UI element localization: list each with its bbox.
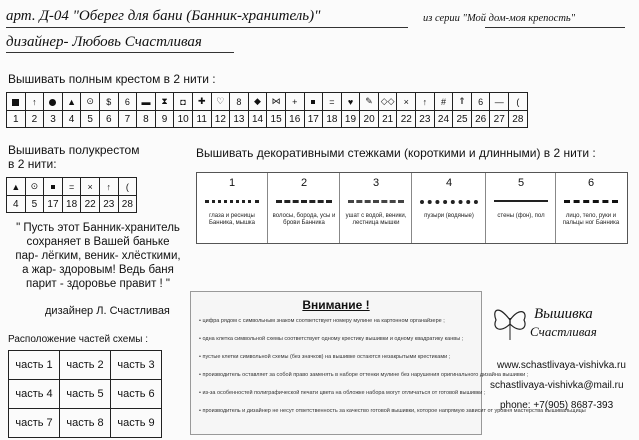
bullet-icon: •: [199, 318, 203, 324]
parts-heading: Расположение частей схемы :: [8, 334, 148, 345]
stitch-sample-line: [276, 200, 332, 203]
thread-number: 26: [471, 111, 490, 128]
thread-number: 15: [267, 111, 286, 128]
notice-bullet: [199, 336, 473, 342]
notice-title: Внимание !: [302, 298, 370, 312]
thread-number: 17: [44, 196, 63, 213]
designer-underline: [6, 52, 234, 53]
stitch-number: 5: [517, 177, 525, 189]
thread-number: 4: [7, 196, 26, 213]
thread-number: 17: [304, 111, 323, 128]
thread-number: 16: [285, 111, 304, 128]
notice-bullet-text: производитель оставляет за собой право заменять в наборе оттенки мулине без нарушения оригинального дизайна вышивки ;: [202, 372, 529, 378]
decorative-stitch-6: [555, 173, 626, 243]
parenthesis-icon: (: [509, 93, 528, 111]
stitch-number: 2: [300, 177, 308, 189]
title-underline: [6, 27, 408, 28]
hourglass-icon: ⧗: [155, 93, 174, 111]
stitch-number: 1: [228, 177, 236, 189]
thread-number: 10: [174, 111, 193, 128]
butterfly-logo-icon: [490, 300, 530, 344]
stitch-caption: стены (фон), пол: [497, 213, 545, 219]
full-cross-symbol-table: [6, 92, 528, 128]
decorative-stitch-5: [485, 173, 556, 243]
stitch-sample-line: [494, 200, 548, 202]
script-6-icon: 6: [118, 93, 137, 111]
thread-number: 5: [25, 196, 44, 213]
equals-icon: =: [62, 178, 81, 196]
email-link[interactable]: schastlivaya-vishivka@mail.ru: [490, 380, 624, 391]
thread-number: 7: [118, 111, 137, 128]
designer-line: дизайнер- Любовь Счастливая: [6, 34, 202, 50]
stitch-number: 4: [445, 177, 453, 189]
article-title: арт. Д-04 "Оберег для бани (Банник-хранитель)": [6, 8, 321, 24]
thread-number: 12: [211, 111, 230, 128]
half-cross-symbol-table: [6, 177, 137, 213]
bullet-icon: •: [199, 354, 203, 360]
thread-number: 19: [341, 111, 360, 128]
thread-number: 14: [248, 111, 267, 128]
thread-number: 1: [7, 111, 26, 128]
filled-triangle-icon: ▲: [62, 93, 81, 111]
quote-block: [8, 221, 188, 291]
series-underline: [485, 27, 625, 28]
stitch-number: 3: [372, 177, 380, 189]
small-square-icon: [44, 178, 63, 196]
thread-number: 28: [509, 111, 528, 128]
quote-line: сохраняет в Вашей баньке: [26, 236, 170, 248]
logo-text-2: Счастливая: [530, 324, 597, 339]
bullet-icon: •: [199, 336, 203, 342]
bold-plus-icon: ✚: [192, 93, 211, 111]
stitch-caption: лицо, тело, руки и пальцы ног Банника: [562, 213, 620, 226]
part-cell: часть 4: [9, 380, 60, 409]
decorative-stitch-1: [197, 173, 267, 243]
cross-icon: ×: [397, 93, 416, 111]
diamonds-icon: ◇◇: [378, 93, 397, 111]
filled-square-icon: [7, 93, 26, 111]
notice-bullet: [199, 390, 486, 396]
thread-number: 25: [453, 111, 472, 128]
half-cross-heading-2: в 2 нити:: [8, 157, 57, 171]
decorative-stitch-2: [267, 173, 340, 243]
notice-bullet-text: из-за особенностей полиграфической печати цвета на обложке набора могут отличаться от готовой вышивки ;: [202, 390, 486, 396]
thread-number: 23: [416, 111, 435, 128]
thread-number: 5: [81, 111, 100, 128]
script-8-icon: 8: [230, 93, 249, 111]
thread-number: 18: [323, 111, 342, 128]
part-cell: часть 5: [60, 380, 111, 409]
thread-number: 24: [434, 111, 453, 128]
up-arrow-icon: ↑: [25, 93, 44, 111]
cross-icon: ×: [81, 178, 100, 196]
script-6-icon: 6: [471, 93, 490, 111]
equals-icon: =: [323, 93, 342, 111]
bullet-icon: •: [199, 390, 203, 396]
quote-line: пар- лёгким, веник- хлёсткими,: [15, 250, 181, 262]
filled-circle-icon: [44, 93, 63, 111]
bowtie-icon: ⋈: [267, 93, 286, 111]
part-cell: часть 8: [60, 409, 111, 438]
parts-layout-table: [8, 350, 162, 438]
part-cell: часть 9: [111, 409, 162, 438]
website-link[interactable]: www.schastlivaya-vishivka.ru: [497, 360, 626, 371]
decorative-stitch-table: [196, 172, 628, 244]
notice-bullet-text: производитель и дизайнер не несут ответственность за качество готовой вышивки, которое напрямую зависит от уровня мастерства вышивальщицы: [202, 408, 586, 414]
notice-bullet: [199, 372, 529, 378]
thread-number: 22: [397, 111, 416, 128]
phone-number: phone: +7(905) 8687-393: [500, 400, 614, 411]
thread-number: 27: [490, 111, 509, 128]
stitch-sample-line: [564, 200, 618, 203]
notice-bullet-text: цифра рядом с символьным знаком соответствует номеру мулине на картонном органайзере ;: [202, 318, 445, 324]
plus-icon: +: [285, 93, 304, 111]
part-cell: часть 1: [9, 351, 60, 380]
thread-number: 11: [192, 111, 211, 128]
thread-number: 18: [62, 196, 81, 213]
quote-line: парит - здоровье правит ! ": [25, 278, 171, 290]
part-cell: часть 7: [9, 409, 60, 438]
filled-heart-icon: ♥: [341, 93, 360, 111]
brand-logo: [490, 300, 630, 350]
part-cell: часть 3: [111, 351, 162, 380]
hash-icon: #: [434, 93, 453, 111]
logo-text-1: Вышивка: [534, 306, 593, 322]
thread-number: 20: [360, 111, 379, 128]
dollar-icon: $: [99, 93, 118, 111]
stitch-caption: пузыри (водяные): [424, 213, 474, 219]
pencil-icon: ✎: [360, 93, 379, 111]
thread-number: 22: [81, 196, 100, 213]
stitch-number: 6: [587, 177, 595, 189]
parenthesis-icon: (: [118, 178, 137, 196]
bar-icon: ▬: [137, 93, 156, 111]
thin-up-arrow-icon: ↑: [99, 178, 118, 196]
small-square-icon: [304, 93, 323, 111]
full-cross-heading: Вышивать полным крестом в 2 нити :: [8, 72, 216, 86]
half-cross-heading-1: Вышивать полукрестом: [8, 143, 140, 157]
thread-number: 28: [118, 196, 137, 213]
filled-diamond-icon: ◆: [248, 93, 267, 111]
quote-line: а жар- здоровым! Ведь баня: [22, 264, 174, 276]
thread-number: 2: [25, 111, 44, 128]
decorative-stitch-3: [339, 173, 412, 243]
notice-bullet: [199, 354, 473, 360]
part-cell: часть 2: [60, 351, 111, 380]
stitch-caption: ушат с водой, веники, лестница мышки: [345, 213, 407, 226]
bullet-icon: •: [199, 408, 203, 414]
thread-number: 6: [99, 111, 118, 128]
dash-icon: —: [490, 93, 509, 111]
thin-up-arrow-icon: ↑: [416, 93, 435, 111]
quote-signature: дизайнер Л. Счастливая: [45, 305, 170, 317]
notice-bullet: [199, 408, 586, 414]
filled-triangle-icon: ▲: [7, 178, 26, 196]
circle-dot-icon: ⊙: [25, 178, 44, 196]
thread-number: 8: [137, 111, 156, 128]
thread-number: 23: [99, 196, 118, 213]
thread-number: 9: [155, 111, 174, 128]
stitch-sample-line: [348, 200, 404, 203]
thread-number: 4: [62, 111, 81, 128]
thread-number: 3: [44, 111, 63, 128]
stitch-caption: волосы, борода, усы и брови Банника: [272, 213, 336, 226]
notice-bullet-text: одна клетка символьной схемы соответствует одному крестику вышивки и одному квадратику канвы ;: [202, 336, 464, 342]
bullet-icon: •: [199, 372, 203, 378]
series-name: из серии "Мой дом-моя крепость": [423, 13, 576, 24]
stitch-sample-line: [205, 200, 259, 203]
stitch-sample-line: [420, 200, 478, 204]
circle-dot-icon: ⊙: [81, 93, 100, 111]
thread-number: 21: [378, 111, 397, 128]
half-square-icon: ◘: [174, 93, 193, 111]
notice-bullet: [199, 318, 473, 324]
notice-bullet-text: пустые клетки символьной схемы (без значков) на вышивке остаются незакрытыми крестиками ;: [202, 354, 451, 360]
thread-number: 13: [230, 111, 249, 128]
stitch-caption: глаза и ресницы Банника, мышка: [208, 213, 256, 226]
quote-line: " Пусть этот Банник-хранитель: [16, 222, 180, 234]
double-arrow-icon: ⇑: [453, 93, 472, 111]
decorative-heading: Вышивать декоративными стежками (короткими и длинными) в 2 нити :: [196, 146, 596, 160]
part-cell: часть 6: [111, 380, 162, 409]
heart-outline-icon: ♡: [211, 93, 230, 111]
decorative-stitch-4: [411, 173, 486, 243]
